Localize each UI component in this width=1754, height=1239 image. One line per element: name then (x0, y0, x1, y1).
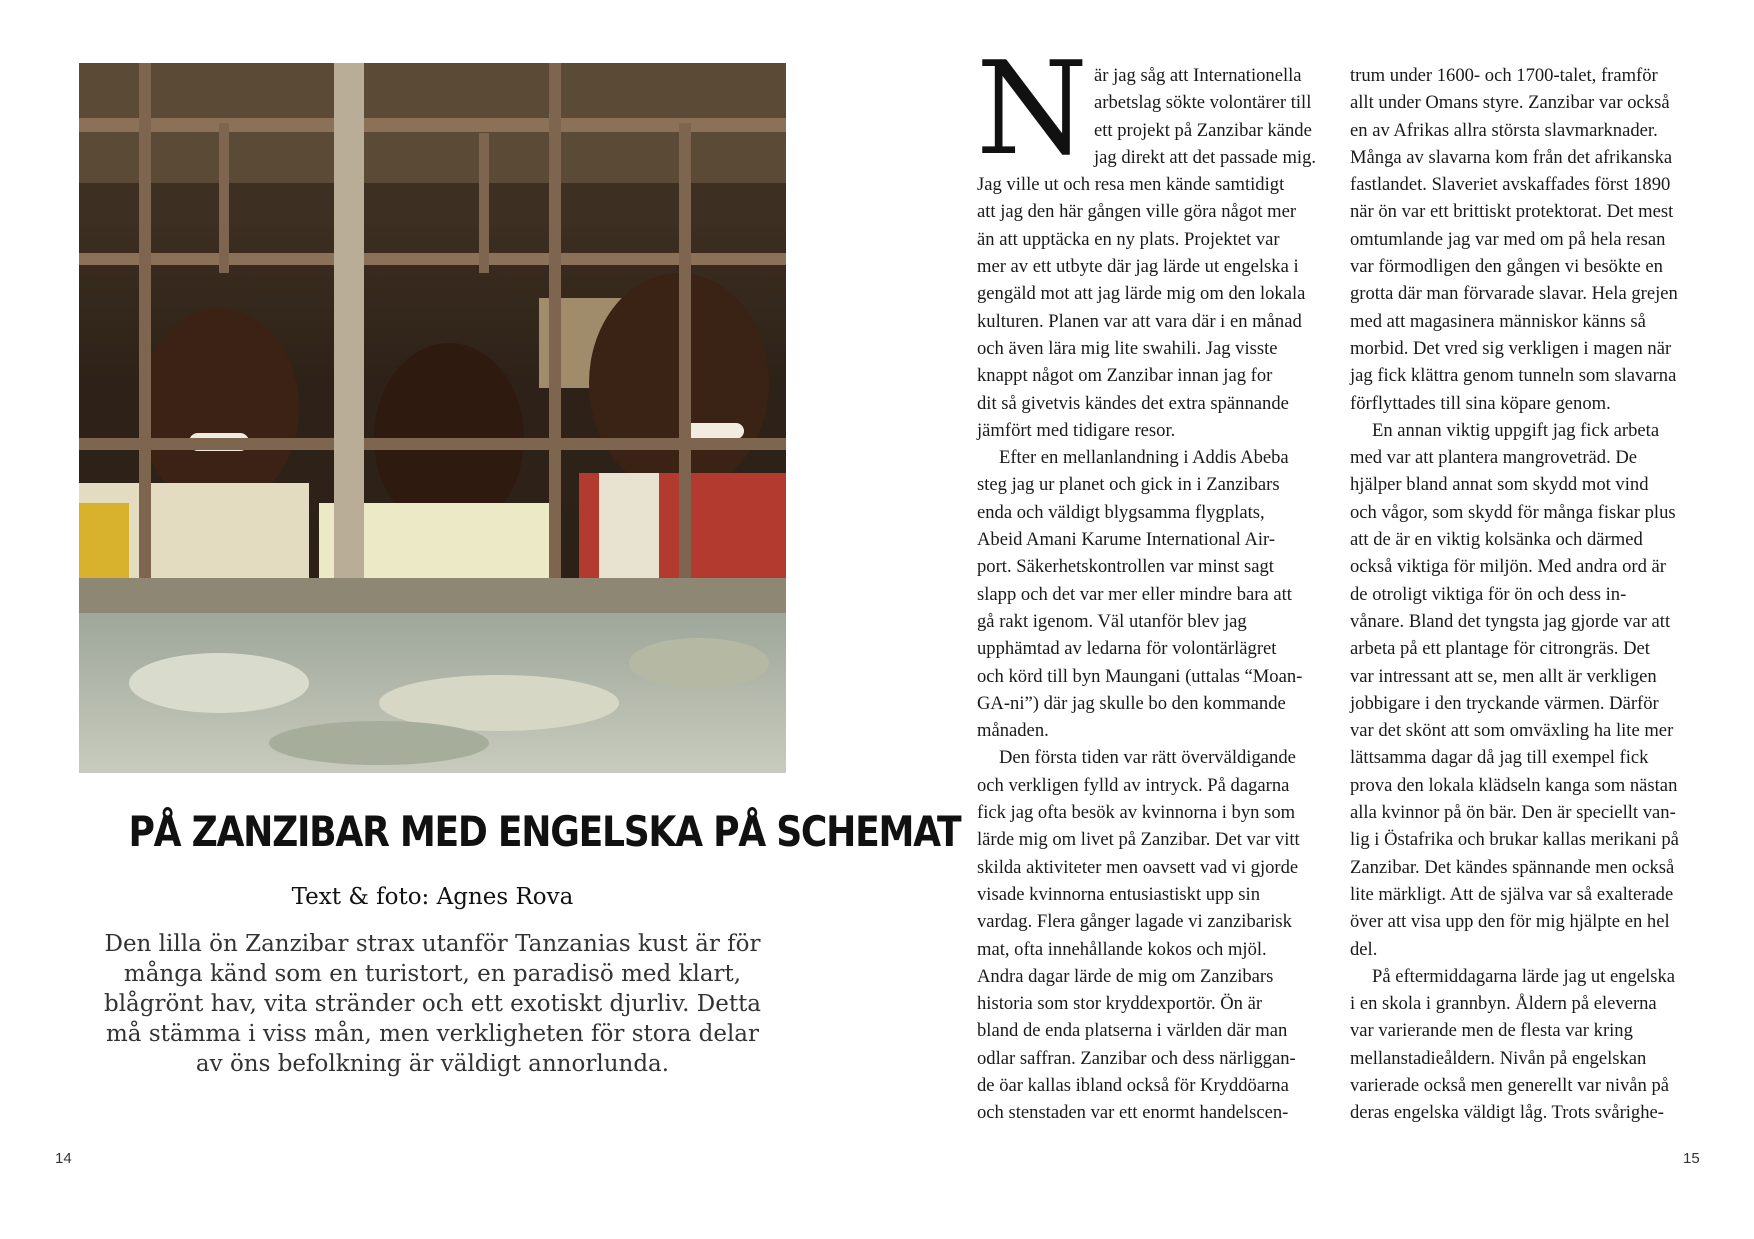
body-line: Många av slavarna kom från det afrikanska (1350, 146, 1673, 168)
drop-cap: N (976, 35, 1088, 184)
body-line: lärde mig om livet på Zanzibar. Det var vitt (977, 829, 1300, 851)
body-line: gå rakt igenom. Väl utanför blev jag (977, 610, 1247, 632)
body-line: än att upptäcka en ny plats. Projektet var (977, 228, 1280, 250)
body-line: att jag den här gången ville göra något mer (977, 201, 1297, 223)
body-line: och körd till byn Maungani (uttalas “Moan- (977, 665, 1303, 687)
body-line: visade kvinnorna entusiastiskt upp sin (977, 883, 1261, 905)
body-line: dit så givetvis kändes det extra spännande (977, 392, 1289, 414)
body-line: och vågor, som skydd för många fiskar plus (1350, 501, 1676, 523)
body-line: lite märkligt. Att de själva var så exalterade (1350, 883, 1674, 905)
body-line: mer av ett utbyte där jag lärde ut engelska i (977, 256, 1299, 278)
page-number-right: 15 (1683, 1150, 1700, 1167)
body-line: enda och väldigt blygsamma flygplats, (977, 501, 1265, 523)
body-line: arbetslag sökte volontärer till (1094, 92, 1312, 114)
body-line: Andra dagar lärde de mig om Zanzibars (977, 965, 1274, 987)
article-byline: Text & foto: Agnes Rova (291, 884, 574, 910)
body-line: prova den lokala klädseln kanga som nästan (1350, 774, 1678, 796)
body-line: grotta där man förvarade slavar. Hela grejen (1350, 283, 1678, 305)
body-line: knappt något om Zanzibar innan jag for (977, 365, 1273, 387)
body-line: Jag ville ut och resa men kände samtidigt (977, 174, 1285, 196)
body-line: trum under 1600- och 1700-talet, framför (1350, 65, 1658, 86)
body-line: och även lära mig lite swahili. Jag visste (977, 337, 1278, 359)
body-line: förflyttades till sina köpare genom. (1350, 392, 1611, 414)
article-ingress: Den lilla ön Zanzibar strax utanför Tanzanias kust är för många känd som en turistort, en paradisö med klart, blågrönt hav, vita stränder och ett exotiskt djurliv. Detta må stämma i viss mån, men verkligheten för stora delar av öns befolkning är väldigt annorlunda. (103, 931, 762, 1077)
body-line: var förmodligen den gången vi besökte en (1350, 256, 1663, 278)
body-line: att de är en viktig kolsänka och därmed (1350, 529, 1643, 551)
body-line: lättsamma dagar då jag till exempel fick (1350, 747, 1649, 769)
body-line: odlar saffran. Zanzibar och dess närliggan- (977, 1047, 1296, 1069)
body-line: bland de enda platserna i världen där man (977, 1020, 1288, 1042)
body-line: jag fick klättra genom tunneln som slavarna (1350, 365, 1677, 387)
page-number-left: 14 (55, 1150, 72, 1167)
body-line: vardag. Flera gånger lagade vi zanzibarisk (977, 911, 1292, 933)
body-line: jag direkt att det passade mig. (1094, 146, 1317, 168)
body-line: slapp och det var mer eller mindre bara att (977, 583, 1292, 605)
body-line: en av Afrikas allra största slavmarknader. (1350, 119, 1658, 141)
article-photo (79, 63, 786, 773)
body-line: över att visa upp den för mig hjälpte en hel (1350, 911, 1670, 933)
body-line: ett projekt på Zanzibar kände (1094, 119, 1312, 141)
body-line: GA-ni”) där jag skulle bo den kommande (977, 692, 1286, 714)
body-line: med var att plantera mangroveträd. De (1350, 447, 1638, 469)
body-line: steg jag ur planet och gick in i Zanzibars (977, 474, 1280, 496)
body-line: gengäld mot att jag lärde mig om den lokala (977, 283, 1306, 305)
body-line: skilda aktiviteter men oavsett vad vi gjorde (977, 856, 1299, 878)
body-line: också viktiga för miljön. Med andra ord är (1350, 556, 1667, 578)
body-line: månaden. (977, 720, 1049, 742)
body-line: jämfört med tidigare resor. (977, 419, 1176, 441)
body-line: jobbigare i den tryckande värmen. Därför (1350, 692, 1659, 714)
body-line: vånare. Bland det tyngsta jag gjorde var att (1350, 610, 1671, 632)
body-line: mellanstadieåldern. Nivån på engelskan (1350, 1047, 1647, 1069)
body-line: och verkligen fylld av intryck. På dagarna (977, 774, 1290, 796)
body-line: alla kvinnor på ön bär. Den är speciellt van- (1350, 802, 1676, 824)
body-line: var intressant att se, men allt är verkligen (1350, 665, 1657, 687)
body-line: hjälper bland annat som skydd mot vind (1350, 474, 1649, 496)
body-line: Den första tiden var rätt överväldigande (999, 747, 1296, 769)
photo-children-behind-window-bars-icon (79, 63, 786, 773)
body-line: arbeta på ett plantage för citrongräs. Det (1350, 638, 1650, 660)
body-line: varierade också men generellt var nivån på (1350, 1074, 1670, 1096)
body-line: del. (1350, 938, 1378, 960)
body-line: var det skönt att som omväxling ha lite mer (1350, 720, 1674, 742)
body-line: mat, ofta innehållande kokos och mjöl. (977, 938, 1267, 960)
body-line: port. Säkerhetskontrollen var minst sagt (977, 556, 1274, 578)
body-line: upphämtad av ledarna för volontärlägret (977, 638, 1277, 660)
body-line: En annan viktig uppgift jag fick arbeta (1372, 419, 1660, 441)
body-line: morbid. Det vred sig verkligen i magen när (1350, 337, 1672, 359)
body-line: kulturen. Planen var att vara där i en månad (977, 310, 1302, 332)
body-line: i en skola i grannbyn. Åldern på eleverna (1350, 993, 1657, 1015)
body-line: de otroligt viktiga för ön och dess in- (1350, 583, 1627, 605)
body-line: fick jag ofta besök av kvinnorna i byn som (977, 802, 1296, 824)
body-line: lig i Östafrika och brukar kallas merikani på (1350, 829, 1679, 851)
body-line: är jag såg att Internationella (1094, 65, 1302, 86)
body-line: Efter en mellanlandning i Addis Abeba (999, 447, 1289, 469)
body-line: de öar kallas ibland också för Kryddöarna (977, 1074, 1289, 1096)
body-line: fastlandet. Slaveriet avskaffades först 1890 (1350, 174, 1671, 196)
body-line: var varierande men de flesta var kring (1350, 1020, 1633, 1042)
body-line: På eftermiddagarna lärde jag ut engelska (1372, 965, 1676, 987)
body-line: deras engelska väldigt låg. Trots svårighe- (1350, 1102, 1664, 1124)
body-line: Zanzibar. Det kändes spännande men också (1350, 856, 1675, 878)
body-line: Abeid Amani Karume International Air- (977, 529, 1276, 551)
body-line: omtumlande jag var med om på hela resan (1350, 228, 1666, 250)
body-line: när ön var ett brittiskt protektorat. Det mest (1350, 201, 1674, 223)
body-line: allt under Omans styre. Zanzibar var också (1350, 92, 1670, 114)
body-line: och stenstaden var ett enormt handelscen- (977, 1102, 1289, 1124)
body-column-right (1350, 62, 1680, 1127)
body-line: historia som stor kryddexportör. Ön är (977, 993, 1263, 1015)
body-line: med att magasinera människor känns så (1350, 310, 1646, 332)
article-headline: PÅ ZANZIBAR MED ENGELSKA PÅ SCHEMAT (128, 807, 961, 856)
body-column-left (976, 35, 1317, 1127)
